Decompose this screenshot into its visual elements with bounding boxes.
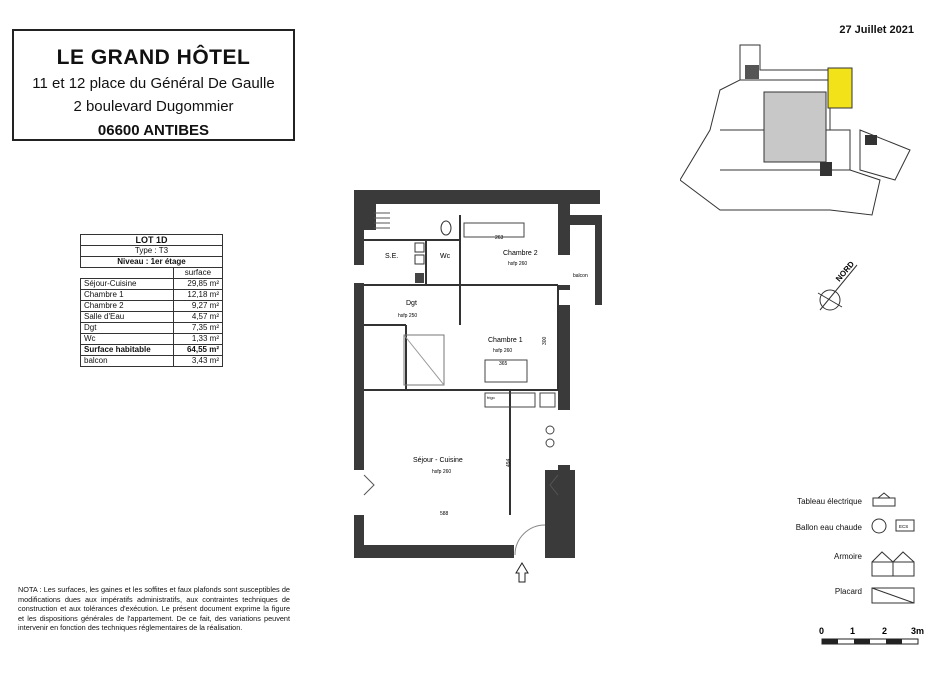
water-heater-icon — [870, 517, 918, 535]
legend-placard-label: Placard — [834, 587, 862, 596]
room-label: Salle d'Eau — [81, 312, 174, 323]
legend-armoire-label: Armoire — [833, 552, 862, 561]
scale-bar — [815, 624, 935, 650]
dimension-365: 365 — [499, 361, 508, 367]
toilet-icon — [441, 221, 451, 235]
closet-icon — [870, 585, 918, 607]
room-label: Chambre 1 — [81, 290, 174, 301]
room-label: Séjour-Cuisine — [81, 279, 174, 290]
scale-2: 2 — [882, 626, 888, 636]
label-sejour: Séjour - Cuisine — [413, 457, 463, 464]
room-surface: 7,35 m² — [173, 323, 222, 334]
entrance-arrow-icon — [516, 563, 528, 582]
lot-type: Type : T3 — [81, 246, 223, 257]
legal-note: NOTA : Les surfaces, les gaines et les soffites et faux plafonds sont susceptibles de modifications dues aux impératifs administratifs, aux contraintes techniques de construction et aux tolérances d'exécution. Le présent document exprime la figure et les dispositions générales de l'appartement. De ce fait, des variations peuvent intervenir en fonction des techniques réglementaires de la réalisation. — [18, 585, 290, 632]
table-row — [81, 279, 223, 290]
label-frigo: frigo — [487, 395, 495, 400]
total-surface: 64,55 m² — [173, 345, 222, 356]
legend-ballon-label: Ballon eau chaude — [795, 523, 862, 532]
key-plan — [680, 40, 920, 220]
surface-header: surface — [173, 268, 222, 279]
table-row-balcony — [81, 356, 223, 367]
total-label: Surface habitable — [81, 345, 174, 356]
room-surface: 12,18 m² — [173, 290, 222, 301]
table-row-total — [81, 345, 223, 356]
room-label: Wc — [81, 334, 174, 345]
scale-1: 1 — [850, 626, 856, 636]
key-plan-courtyard — [764, 92, 826, 162]
dimension-263: 263 — [495, 235, 504, 241]
table-row — [81, 334, 223, 345]
room-surface: 29,85 m² — [173, 279, 222, 290]
wardrobe-icon — [870, 548, 918, 578]
label-dgt: Dgt — [406, 300, 417, 307]
north-arrow — [812, 255, 872, 320]
floor-plan — [340, 185, 610, 600]
room-surface: 9,27 m² — [173, 301, 222, 312]
label-balcon: balcon — [573, 273, 588, 279]
balcony-wall-top — [565, 215, 600, 225]
scale-0: 0 — [819, 626, 825, 636]
lot-title: LOT 1D — [81, 235, 223, 246]
lot-level: Niveau : 1er étage — [81, 257, 223, 268]
label-chambre-2-hsfp: hsfp 260 — [508, 261, 528, 267]
address-line-2: 2 boulevard Dugommier — [73, 98, 234, 115]
sink-icon — [415, 243, 424, 252]
room-label: Dgt — [81, 323, 174, 334]
room-label: Chambre 2 — [81, 301, 174, 312]
label-chambre-1: Chambre 1 — [488, 337, 523, 344]
table-row — [81, 301, 223, 312]
dimension-494: 494 — [506, 458, 512, 467]
label-chambre-1-hsfp: hsfp 260 — [493, 348, 513, 354]
balcony-wall-right — [595, 215, 602, 305]
label-dgt-hsfp: hsfp 250 — [398, 313, 418, 319]
lot-surface-table — [80, 234, 223, 367]
bottom-wall — [354, 545, 514, 558]
legend-tableau-label: Tableau électrique — [797, 497, 862, 506]
building-header — [12, 29, 295, 141]
label-sejour-hsfp: hsfp 260 — [432, 469, 452, 475]
stair-icon — [374, 213, 390, 228]
north-label: NORD — [834, 259, 857, 284]
room-surface: 1,33 m² — [173, 334, 222, 345]
label-chambre-2: Chambre 2 — [503, 250, 538, 257]
key-plan-lot-highlight — [828, 68, 852, 108]
address-city: 06600 ANTIBES — [97, 122, 210, 139]
dimension-300: 300 — [542, 336, 548, 345]
ecs-label: ECS — [899, 524, 909, 529]
bottom-right-wall — [545, 470, 575, 558]
label-se: S.E. — [385, 253, 399, 260]
table-row — [81, 323, 223, 334]
dimension-588: 588 — [440, 511, 449, 517]
balcony-surface: 3,43 m² — [173, 356, 222, 367]
address-line-1: 11 et 12 place du Général De Gaulle — [32, 75, 275, 92]
room-surface: 4,57 m² — [173, 312, 222, 323]
label-wc: Wc — [440, 253, 451, 260]
table-row — [81, 290, 223, 301]
scale-3m: 3m — [911, 626, 925, 636]
bed-chambre-2 — [464, 223, 524, 237]
building-name: LE GRAND HÔTEL — [56, 46, 251, 69]
table-row — [81, 312, 223, 323]
balcony-label: balcon — [81, 356, 174, 367]
electrical-panel-icon — [872, 492, 898, 508]
plan-date: 27 Juillet 2021 — [839, 24, 914, 36]
